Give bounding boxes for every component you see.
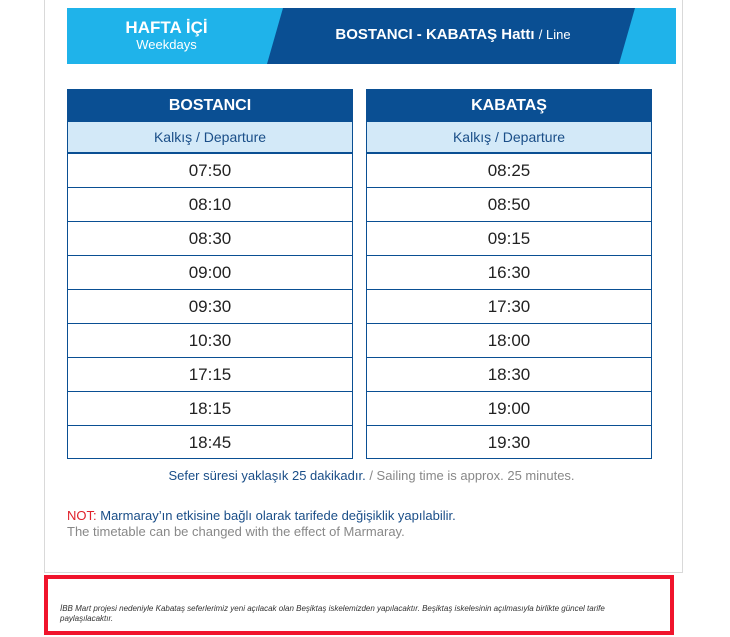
- line-name: BOSTANCI - KABATAŞ Hattı: [335, 26, 535, 43]
- day-title: HAFTA İÇİ: [125, 18, 208, 37]
- note-label: NOT:: [67, 508, 97, 523]
- station-name: BOSTANCI: [68, 90, 352, 122]
- duration-tr: Sefer süresi yaklaşık 25 dakikadır.: [168, 468, 366, 483]
- line-suffix: / Line: [538, 27, 571, 42]
- departure-time: 09:00: [68, 256, 352, 290]
- column-subheader: Kalkış / Departure: [68, 122, 352, 154]
- duration-en: / Sailing time is approx. 25 minutes.: [369, 468, 575, 483]
- departure-time: 10:30: [68, 324, 352, 358]
- timetable-kabatas: [366, 89, 652, 459]
- departure-time: 18:30: [367, 358, 651, 392]
- departure-time: 09:15: [367, 222, 651, 256]
- marmaray-tr: Marmaray’ın etkisine bağlı olarak tarifede değişiklik yapılabilir.: [100, 508, 456, 523]
- station-name: KABATAŞ: [367, 90, 651, 122]
- header-banner: [67, 8, 676, 64]
- line-title: [303, 26, 603, 44]
- departure-time: 16:30: [367, 256, 651, 290]
- day-subtitle: Weekdays: [136, 37, 197, 52]
- departure-time: 18:15: [68, 392, 352, 426]
- departure-time: 08:25: [367, 154, 651, 188]
- departure-time: 19:30: [487, 433, 531, 452]
- marmaray-note-tr: [67, 508, 676, 524]
- departure-time: 08:30: [68, 222, 352, 256]
- timetable-bostanci: [67, 89, 353, 459]
- departure-time: 17:30: [367, 290, 651, 324]
- departure-time: 09:30: [68, 290, 352, 324]
- announcement-box: [44, 575, 674, 635]
- column-subheader: Kalkış / Departure: [367, 122, 651, 154]
- departure-time: 07:50: [68, 154, 352, 188]
- departure-time: 19:00: [367, 392, 651, 426]
- departure-time: 17:15: [68, 358, 352, 392]
- departure-time: 08:50: [367, 188, 651, 222]
- departure-time: 18:00: [367, 324, 651, 358]
- marmaray-note-en: The timetable can be changed with the effect of Marmaray.: [67, 524, 405, 539]
- departure-time: 08:10: [68, 188, 352, 222]
- announcement-text: İBB Mart projesi nedeniyle Kabataş seferlerimiz yeni açılacak olan Beşiktaş iskelemizden yapılacaktır. Beşiktaş iskelesinin açılmasıyla birlikte güncel tarife paylaşılacaktır.: [60, 604, 605, 623]
- departure-time: 18:45: [188, 433, 232, 452]
- sailing-duration-note: [67, 468, 676, 483]
